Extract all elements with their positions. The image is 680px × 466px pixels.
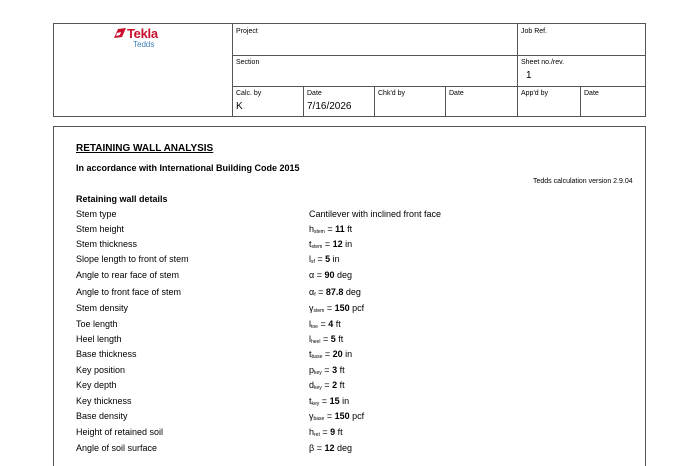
parameter-row	[0, 349, 680, 363]
value-sub: base	[313, 416, 325, 422]
logo-product: Tedds	[133, 40, 155, 49]
parameter-name: Heel length	[76, 334, 122, 344]
logo-brand: Tekla	[127, 26, 158, 41]
parameter-row	[0, 254, 680, 268]
parameter-row	[0, 334, 680, 348]
value-unit: ft	[344, 224, 353, 234]
parameter-name: Slope length to front of stem	[76, 254, 189, 264]
title-block	[53, 23, 646, 117]
value-sym: t	[309, 396, 312, 406]
value-sym: h	[309, 224, 315, 234]
value-unit: in	[342, 239, 353, 249]
value-sub: toe	[311, 324, 318, 330]
section-label: Section	[236, 59, 260, 66]
parameter-name: Angle to rear face of stem	[76, 270, 180, 280]
parameter-row	[0, 411, 680, 425]
value-eq: =	[321, 380, 333, 390]
parameter-value	[309, 380, 345, 391]
date3-label: Date	[584, 90, 599, 97]
parameter-value	[309, 239, 352, 250]
divider	[232, 55, 646, 56]
value-sub: stem	[314, 229, 325, 235]
parameter-value	[309, 334, 343, 345]
value-unit: deg	[343, 287, 361, 297]
value-eq: =	[321, 365, 333, 375]
value-sub: stem	[313, 308, 325, 314]
value-eq: =	[315, 287, 326, 297]
value-eq: =	[324, 303, 335, 313]
date2-label: Date	[449, 90, 464, 97]
value-num: 87.8	[325, 287, 344, 297]
value-eq: =	[314, 270, 325, 280]
value-sub: ret	[314, 432, 320, 438]
divider	[517, 86, 518, 117]
value-num: 150	[334, 411, 350, 421]
calc-by-label: Calc. by	[236, 90, 262, 97]
parameter-name: Key thickness	[76, 396, 132, 406]
value-unit: ft	[333, 319, 341, 329]
value-num: 12	[332, 239, 343, 249]
value-eq: =	[320, 334, 331, 344]
value-num: 12	[324, 443, 335, 453]
divider	[445, 86, 446, 117]
parameter-row	[0, 319, 680, 333]
value-eq: =	[317, 319, 329, 329]
parameter-value	[309, 349, 352, 360]
version-text: Tedds calculation version 2.9.04	[533, 178, 633, 185]
value-unit: in	[342, 349, 353, 359]
value-unit: ft	[335, 334, 344, 344]
parameter-row	[0, 270, 680, 284]
value-eq: =	[324, 224, 336, 234]
appd-by-label: App'd by	[521, 90, 549, 97]
parameter-row	[0, 209, 680, 223]
value-sym: d	[309, 380, 315, 390]
value-sym: γ	[309, 303, 314, 313]
divider	[232, 86, 646, 87]
value-unit: ft	[335, 427, 343, 437]
value-eq: =	[319, 396, 330, 406]
parameter-name: Stem thickness	[76, 239, 138, 249]
value-num: 3	[332, 365, 338, 375]
value-num: 5	[325, 254, 331, 264]
value-eq: =	[314, 443, 325, 453]
parameter-value	[309, 209, 441, 219]
document-title: RETAINING WALL ANALYSIS	[76, 143, 214, 154]
parameter-row	[0, 427, 680, 441]
value-sub: key	[311, 401, 320, 407]
parameter-value	[309, 270, 352, 281]
value-sub: f	[314, 292, 316, 298]
value-eq: =	[314, 254, 326, 264]
value-num: 4	[328, 319, 334, 329]
section-heading: Retaining wall details	[76, 194, 168, 204]
sheet-value: 1	[526, 70, 532, 81]
value-num: 20	[332, 349, 343, 359]
parameter-name: Height of retained soil	[76, 427, 164, 437]
value-unit: pcf	[349, 411, 365, 421]
parameter-value	[309, 365, 345, 376]
value-sub: base	[311, 354, 323, 360]
value-sym: l	[309, 334, 311, 344]
value-sym: l	[309, 254, 311, 264]
parameter-row	[0, 396, 680, 410]
value-unit: ft	[337, 365, 345, 375]
parameter-value	[309, 254, 340, 265]
value-num: 150	[334, 303, 350, 313]
value-sym: α	[309, 270, 315, 280]
value-unit: deg	[334, 270, 353, 280]
parameter-name: Angle to front face of stem	[76, 287, 182, 297]
parameter-name: Base density	[76, 411, 128, 421]
value-sym: l	[309, 319, 311, 329]
value-sub: sf	[311, 259, 315, 265]
parameter-row	[0, 287, 680, 301]
parameter-row	[0, 224, 680, 238]
parameter-row	[0, 380, 680, 394]
value-sym: γ	[309, 411, 314, 421]
parameter-row	[0, 443, 680, 457]
divider	[580, 86, 581, 117]
value-sym: β	[309, 443, 315, 453]
value-unit: pcf	[349, 303, 365, 313]
parameter-value	[309, 224, 352, 235]
value-unit: ft	[337, 380, 345, 390]
parameter-value	[309, 411, 364, 422]
parameter-name: Toe length	[76, 319, 118, 329]
parameter-name: Key depth	[76, 380, 117, 390]
parameter-name: Key position	[76, 365, 126, 375]
parameter-row	[0, 239, 680, 253]
value-sym: t	[309, 349, 312, 359]
tekla-mark-icon	[114, 28, 126, 38]
value-sym: α	[309, 287, 315, 297]
value-num: 15	[329, 396, 340, 406]
tekla-logo	[114, 26, 174, 52]
parameter-value	[309, 443, 352, 454]
divider	[303, 86, 304, 117]
parameter-value	[309, 396, 349, 407]
value-num: 11	[335, 224, 345, 234]
date-value: 7/16/2026	[307, 101, 352, 112]
parameter-value	[309, 287, 361, 298]
value-unit: in	[330, 254, 340, 264]
value-sym: p	[309, 365, 315, 375]
value-unit: deg	[334, 443, 352, 453]
parameter-value	[309, 303, 364, 314]
parameter-name: Stem height	[76, 224, 125, 234]
value-num: 90	[324, 270, 335, 280]
value-text: Cantilever with inclined front face	[309, 209, 442, 219]
value-num: 5	[330, 334, 336, 344]
parameter-name: Base thickness	[76, 349, 137, 359]
value-eq: =	[322, 349, 333, 359]
value-sub: stem	[311, 244, 323, 250]
sheet-label: Sheet no./rev.	[521, 59, 565, 66]
parameter-name: Stem density	[76, 303, 129, 313]
value-sub: key	[314, 385, 322, 391]
value-num: 9	[330, 427, 336, 437]
value-unit: in	[339, 396, 350, 406]
value-sym: t	[309, 239, 312, 249]
document-subtitle: In accordance with International Building Code 2015	[76, 163, 300, 173]
parameter-value	[309, 427, 343, 438]
value-sub: heel	[311, 339, 321, 345]
value-eq: =	[324, 411, 335, 421]
value-eq: =	[322, 239, 333, 249]
date-label: Date	[307, 90, 322, 97]
parameter-name: Stem type	[76, 209, 117, 219]
project-label: Project	[236, 28, 258, 35]
chkd-by-label: Chk'd by	[378, 90, 406, 97]
value-sub: key	[314, 370, 322, 376]
value-num: 2	[332, 380, 338, 390]
parameter-value	[309, 319, 341, 330]
value-sym: h	[309, 427, 315, 437]
parameter-row	[0, 303, 680, 317]
value-eq: =	[319, 427, 331, 437]
parameter-name: Angle of soil surface	[76, 443, 158, 453]
job-ref-label: Job Ref.	[521, 28, 548, 35]
parameter-row	[0, 365, 680, 379]
divider	[232, 24, 233, 117]
divider	[374, 86, 375, 117]
calc-by-value: K	[236, 101, 243, 112]
